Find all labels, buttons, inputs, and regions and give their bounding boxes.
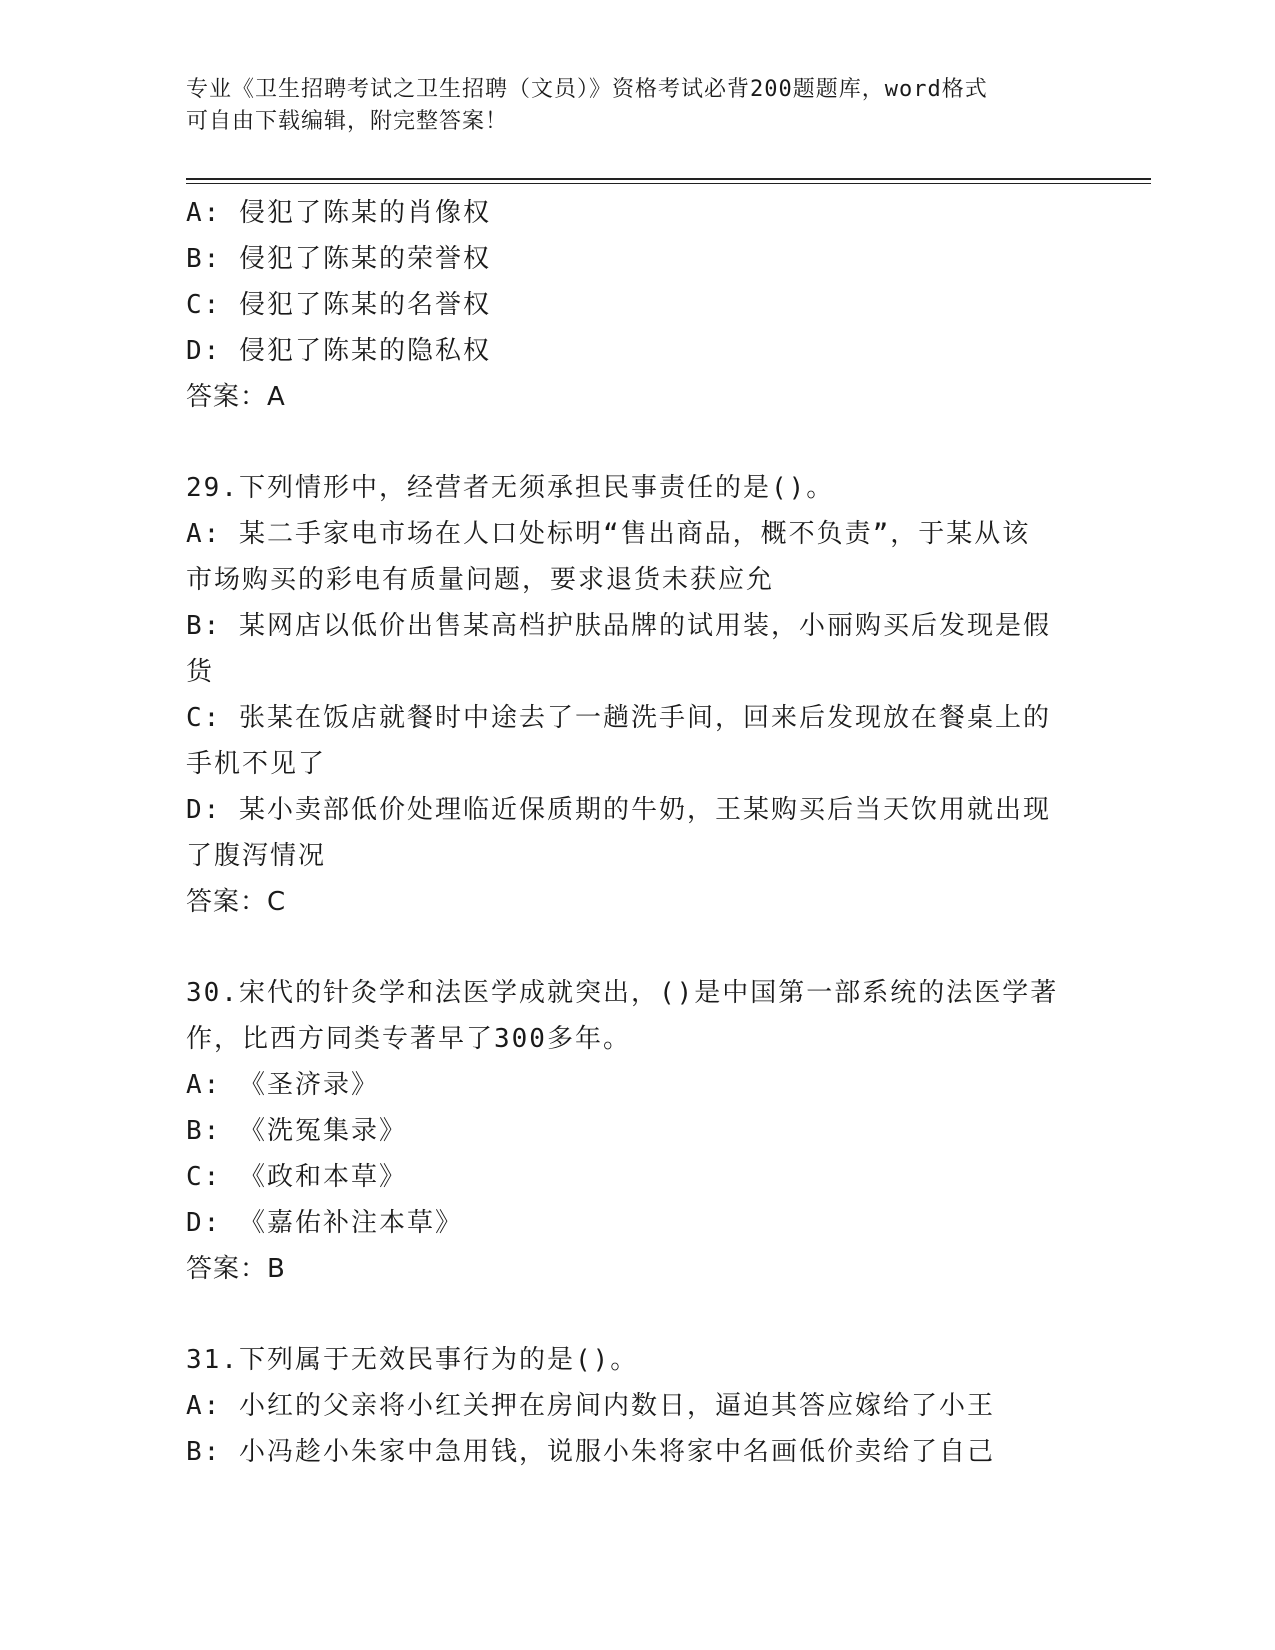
option-a: A: 小红的父亲将小红关押在房间内数日，逼迫其答应嫁给了小王 [186,1391,995,1421]
option-a-continued: 市场购买的彩电有质量问题，要求退货未获应允 [186,565,775,595]
option-d: D: 某小卖部低价处理临近保质期的牛奶，王某购买后当天饮用就出现 [186,795,1051,825]
header-line-1: 专业《卫生招聘考试之卫生招聘（文员）》资格考试必背200题题库，word格式 [186,77,988,102]
question-30-block [186,970,1086,1292]
document-body [186,190,1086,1475]
option-b: B: 《洗冤集录》 [186,1116,407,1146]
option-b: B: 侵犯了陈某的荣誉权 [186,244,491,274]
question-stem-continued: 作，比西方同类专著早了300多年。 [186,1024,631,1054]
option-b: B: 小冯趁小朱家中急用钱，说服小朱将家中名画低价卖给了自己 [186,1437,995,1467]
question-stem: 29.下列情形中，经营者无须承担民事责任的是()。 [186,473,835,503]
option-c: C: 《政和本草》 [186,1162,407,1192]
option-a: A: 某二手家电市场在人口处标明“售出商品，概不负责”，于某从该 [186,519,1031,549]
question-stem: 30.宋代的针灸学和法医学成就突出，()是中国第一部系统的法医学著 [186,978,1059,1008]
header-line-2: 可自由下载编辑，附完整答案！ [186,109,509,134]
question-29-block [186,465,1086,925]
answer-line: 答案：C [186,887,287,917]
option-d: D: 侵犯了陈某的隐私权 [186,336,491,366]
header-rule-thick [186,178,1151,180]
answer-line: 答案：B [186,1254,286,1284]
option-d: D: 《嘉佑补注本草》 [186,1208,463,1238]
block-gap [186,420,1086,465]
option-c-continued: 手机不见了 [186,749,327,779]
question-stem: 31.下列属于无效民事行为的是()。 [186,1345,639,1375]
question-31-block [186,1337,1086,1475]
option-a: A: 侵犯了陈某的肖像权 [186,198,491,228]
option-a: A: 《圣济录》 [186,1070,379,1100]
option-b: B: 某网店以低价出售某高档护肤品牌的试用装，小丽购买后发现是假 [186,611,1051,641]
document-header [186,74,1066,138]
block-gap [186,925,1086,970]
header-rule-thin [186,183,1151,184]
answer-line: 答案：A [186,382,286,412]
option-d-continued: 了腹泻情况 [186,841,327,871]
block-gap [186,1292,1086,1337]
option-c: C: 侵犯了陈某的名誉权 [186,290,491,320]
previous-question-block [186,190,1086,420]
option-c: C: 张某在饭店就餐时中途去了一趟洗手间，回来后发现放在餐桌上的 [186,703,1051,733]
option-b-continued: 货 [186,657,215,687]
